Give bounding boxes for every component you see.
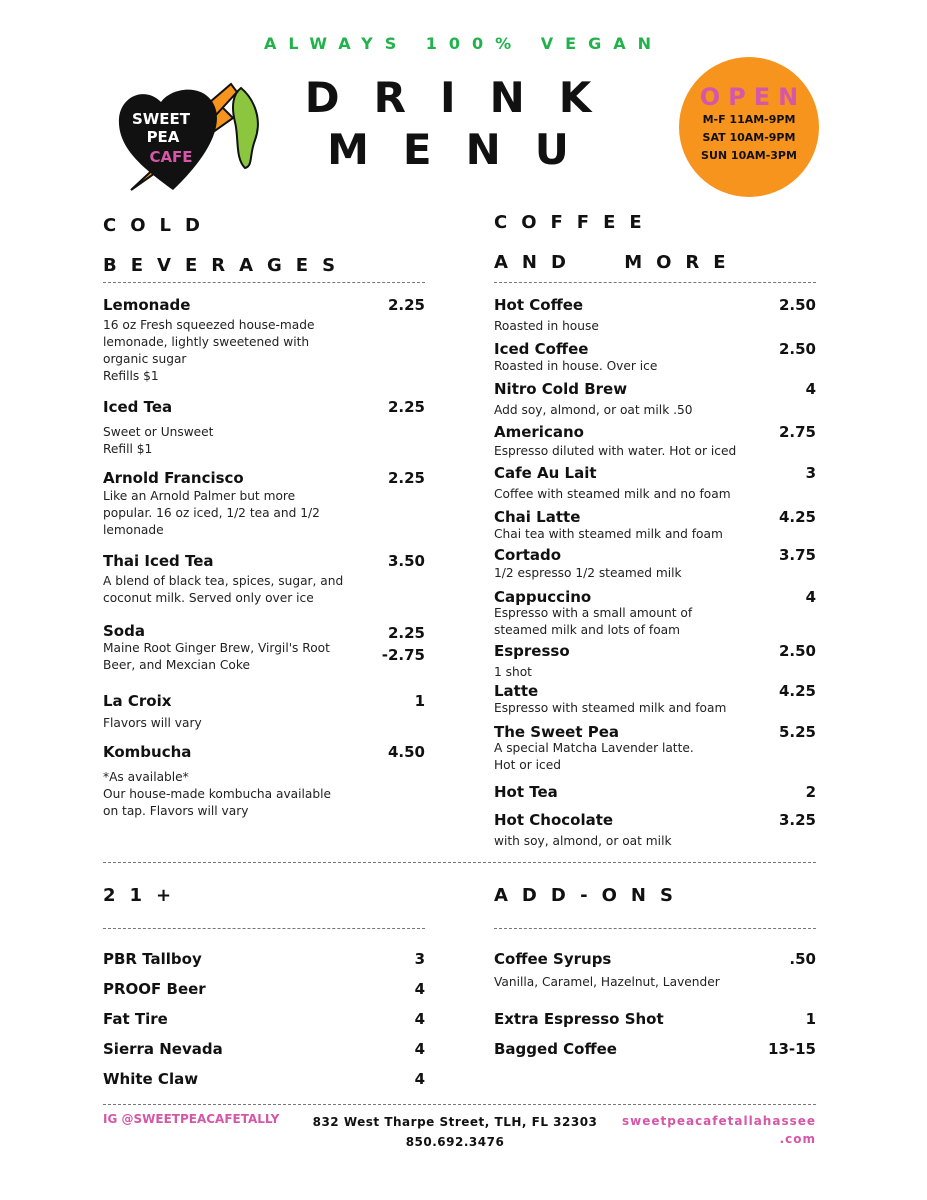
- hours-weekday: M-F 11AM-9PM: [702, 113, 796, 126]
- menu-item: [494, 682, 816, 715]
- item-description: Like an Arnold Palmer but more popular. 16 oz iced, 1/2 tea and 1/2 lemonade: [103, 489, 320, 537]
- item-price: 3.75: [778, 546, 816, 564]
- item-price: 2.50: [778, 340, 816, 358]
- item-name: Fat Tire: [103, 1010, 168, 1028]
- item-price: 4.25: [778, 682, 816, 700]
- item-description: 16 oz Fresh squeezed house-made lemonade, lightly sweetened with organic sugar Refills $1: [103, 318, 315, 383]
- address-block: [300, 1112, 610, 1152]
- menu-item: [494, 1010, 816, 1030]
- divider: [103, 282, 425, 283]
- svg-text:PEA: PEA: [146, 128, 180, 146]
- open-label: OPEN: [699, 83, 807, 111]
- cold-heading: COLD BEVERAGES: [103, 215, 350, 276]
- item-price: 2.50: [778, 642, 816, 660]
- phone: 850.692.3476: [405, 1135, 505, 1149]
- item-name: Bagged Coffee: [494, 1040, 617, 1058]
- item-price: 3: [805, 464, 816, 482]
- address: 832 West Tharpe Street, TLH, FL 32303: [312, 1115, 598, 1129]
- item-description: Espresso diluted with water. Hot or iced: [494, 444, 737, 458]
- item-description: 1/2 espresso 1/2 steamed milk: [494, 566, 682, 580]
- item-price: 3.25: [778, 811, 816, 829]
- title-line-menu: MENU: [327, 125, 603, 174]
- divider: [103, 862, 816, 863]
- item-description: 1 shot: [494, 665, 532, 679]
- menu-item: [494, 1040, 816, 1060]
- item-description: Vanilla, Caramel, Hazelnut, Lavender: [494, 975, 720, 989]
- menu-item: [103, 552, 425, 605]
- item-name: PROOF Beer: [103, 980, 206, 998]
- item-name: Nitro Cold Brew: [494, 380, 628, 398]
- item-name: Hot Tea: [494, 783, 558, 801]
- menu-item: [494, 464, 816, 501]
- item-description: Maine Root Ginger Brew, Virgil's Root Beer, and Mexcian Coke: [103, 641, 330, 672]
- item-name: Hot Coffee: [494, 296, 584, 314]
- menu-item: [103, 1040, 425, 1060]
- item-name: La Croix: [103, 692, 172, 710]
- item-name: Hot Chocolate: [494, 811, 614, 829]
- item-price: 2.50: [778, 296, 816, 314]
- divider: [103, 1104, 816, 1105]
- menu-item: [494, 508, 816, 541]
- item-name: PBR Tallboy: [103, 950, 202, 968]
- menu-item: [103, 622, 425, 672]
- item-description: *As available* Our house-made kombucha available on tap. Flavors will vary: [103, 770, 331, 818]
- item-price: 3.50: [387, 552, 425, 570]
- menu-item: [494, 588, 816, 637]
- item-description: Add soy, almond, or oat milk .50: [494, 403, 693, 417]
- menu-item: [103, 1010, 425, 1030]
- svg-text:SWEET: SWEET: [131, 110, 191, 128]
- item-price: 2.25: [387, 398, 425, 416]
- item-description: with soy, almond, or oat milk: [494, 834, 672, 848]
- item-name: Coffee Syrups: [494, 950, 612, 968]
- item-name: Chai Latte: [494, 508, 581, 526]
- instagram-handle: IG @SWEETPEACAFETALLY: [103, 1112, 280, 1126]
- item-price: 2.25: [387, 469, 425, 487]
- menu-item: [103, 950, 425, 970]
- item-name: Thai Iced Tea: [103, 552, 214, 570]
- item-description: A blend of black tea, spices, sugar, and coconut milk. Served only over ice: [103, 574, 344, 605]
- item-name: The Sweet Pea: [494, 723, 619, 741]
- item-name: Soda: [103, 622, 145, 640]
- item-price: 1: [805, 1010, 816, 1028]
- item-price: 4.25: [778, 508, 816, 526]
- item-price: 3: [414, 950, 425, 968]
- item-price: 4: [414, 1040, 425, 1058]
- item-name: Americano: [494, 423, 584, 441]
- menu-item: [103, 469, 425, 537]
- divider: [494, 928, 816, 929]
- item-name: Cafe Au Lait: [494, 464, 597, 482]
- item-name: Extra Espresso Shot: [494, 1010, 664, 1028]
- svg-text:CAFE: CAFE: [149, 148, 193, 166]
- divider: [103, 928, 425, 929]
- item-name: Cappuccino: [494, 588, 592, 606]
- menu-item: [494, 423, 816, 458]
- item-price: 5.25: [778, 723, 816, 741]
- menu-item: [494, 642, 816, 679]
- item-name: Arnold Francisco: [103, 469, 244, 487]
- item-name: Iced Coffee: [494, 340, 589, 358]
- menu-item: [494, 296, 816, 333]
- item-price: 2.25 -2.75: [381, 624, 425, 664]
- item-price: 2.75: [778, 423, 816, 441]
- item-description: Sweet or Unsweet Refill $1: [103, 425, 214, 456]
- item-description: Roasted in house. Over ice: [494, 359, 658, 373]
- menu-item: [494, 723, 816, 772]
- item-name: Sierra Nevada: [103, 1040, 223, 1058]
- item-description: A special Matcha Lavender latte. Hot or iced: [494, 741, 694, 772]
- website: sweetpeacafetallahassee .com: [622, 1114, 816, 1146]
- item-price: 13-15: [768, 1040, 816, 1058]
- menu-item: [103, 296, 425, 383]
- item-price: 4: [805, 380, 816, 398]
- adult-heading: 21+: [103, 885, 186, 906]
- item-name: Lemonade: [103, 296, 191, 314]
- hours-sunday: SUN 10AM-3PM: [701, 149, 797, 162]
- tagline: ALWAYS 100% VEGAN: [263, 34, 663, 53]
- item-price: 2: [805, 783, 816, 801]
- menu-item: [103, 398, 425, 456]
- menu-item: [103, 980, 425, 1000]
- hours-saturday: SAT 10AM-9PM: [702, 131, 796, 144]
- item-price: 4: [414, 980, 425, 998]
- item-price: 4.50: [387, 743, 425, 761]
- item-description: Chai tea with steamed milk and foam: [494, 527, 723, 541]
- item-price: 4: [414, 1010, 425, 1028]
- item-description: Roasted in house: [494, 319, 599, 333]
- addons-heading: ADD-ONS: [494, 885, 687, 906]
- sweet-pea-cafe-logo: [103, 78, 283, 196]
- item-name: Latte: [494, 682, 539, 700]
- menu-item: [103, 743, 425, 818]
- item-price: .50: [789, 950, 816, 968]
- divider: [494, 282, 816, 283]
- item-description: Espresso with a small amount of steamed milk and lots of foam: [494, 606, 693, 637]
- menu-item: [103, 1070, 425, 1090]
- item-name: Kombucha: [103, 743, 192, 761]
- menu-item: [494, 380, 816, 417]
- page-title: [300, 72, 630, 176]
- item-name: Iced Tea: [103, 398, 173, 416]
- item-name: White Claw: [103, 1070, 199, 1088]
- item-price: 4: [805, 588, 816, 606]
- item-description: Flavors will vary: [103, 716, 202, 730]
- menu-item: [494, 950, 816, 989]
- item-name: Cortado: [494, 546, 562, 564]
- menu-item: [103, 692, 425, 730]
- item-price: 2.25: [387, 296, 425, 314]
- item-description: Coffee with steamed milk and no foam: [494, 487, 731, 501]
- item-name: Espresso: [494, 642, 570, 660]
- coffee-heading: COFFEE AND MORE: [494, 212, 740, 273]
- menu-item: [494, 811, 816, 848]
- item-description: Espresso with steamed milk and foam: [494, 701, 727, 715]
- title-line-drink: DRINK: [304, 73, 626, 122]
- menu-item: [494, 340, 816, 373]
- hours-badge: [679, 57, 819, 197]
- menu-item: [494, 783, 816, 803]
- item-price: 1: [414, 692, 425, 710]
- item-price: 4: [414, 1070, 425, 1088]
- menu-item: [494, 546, 816, 580]
